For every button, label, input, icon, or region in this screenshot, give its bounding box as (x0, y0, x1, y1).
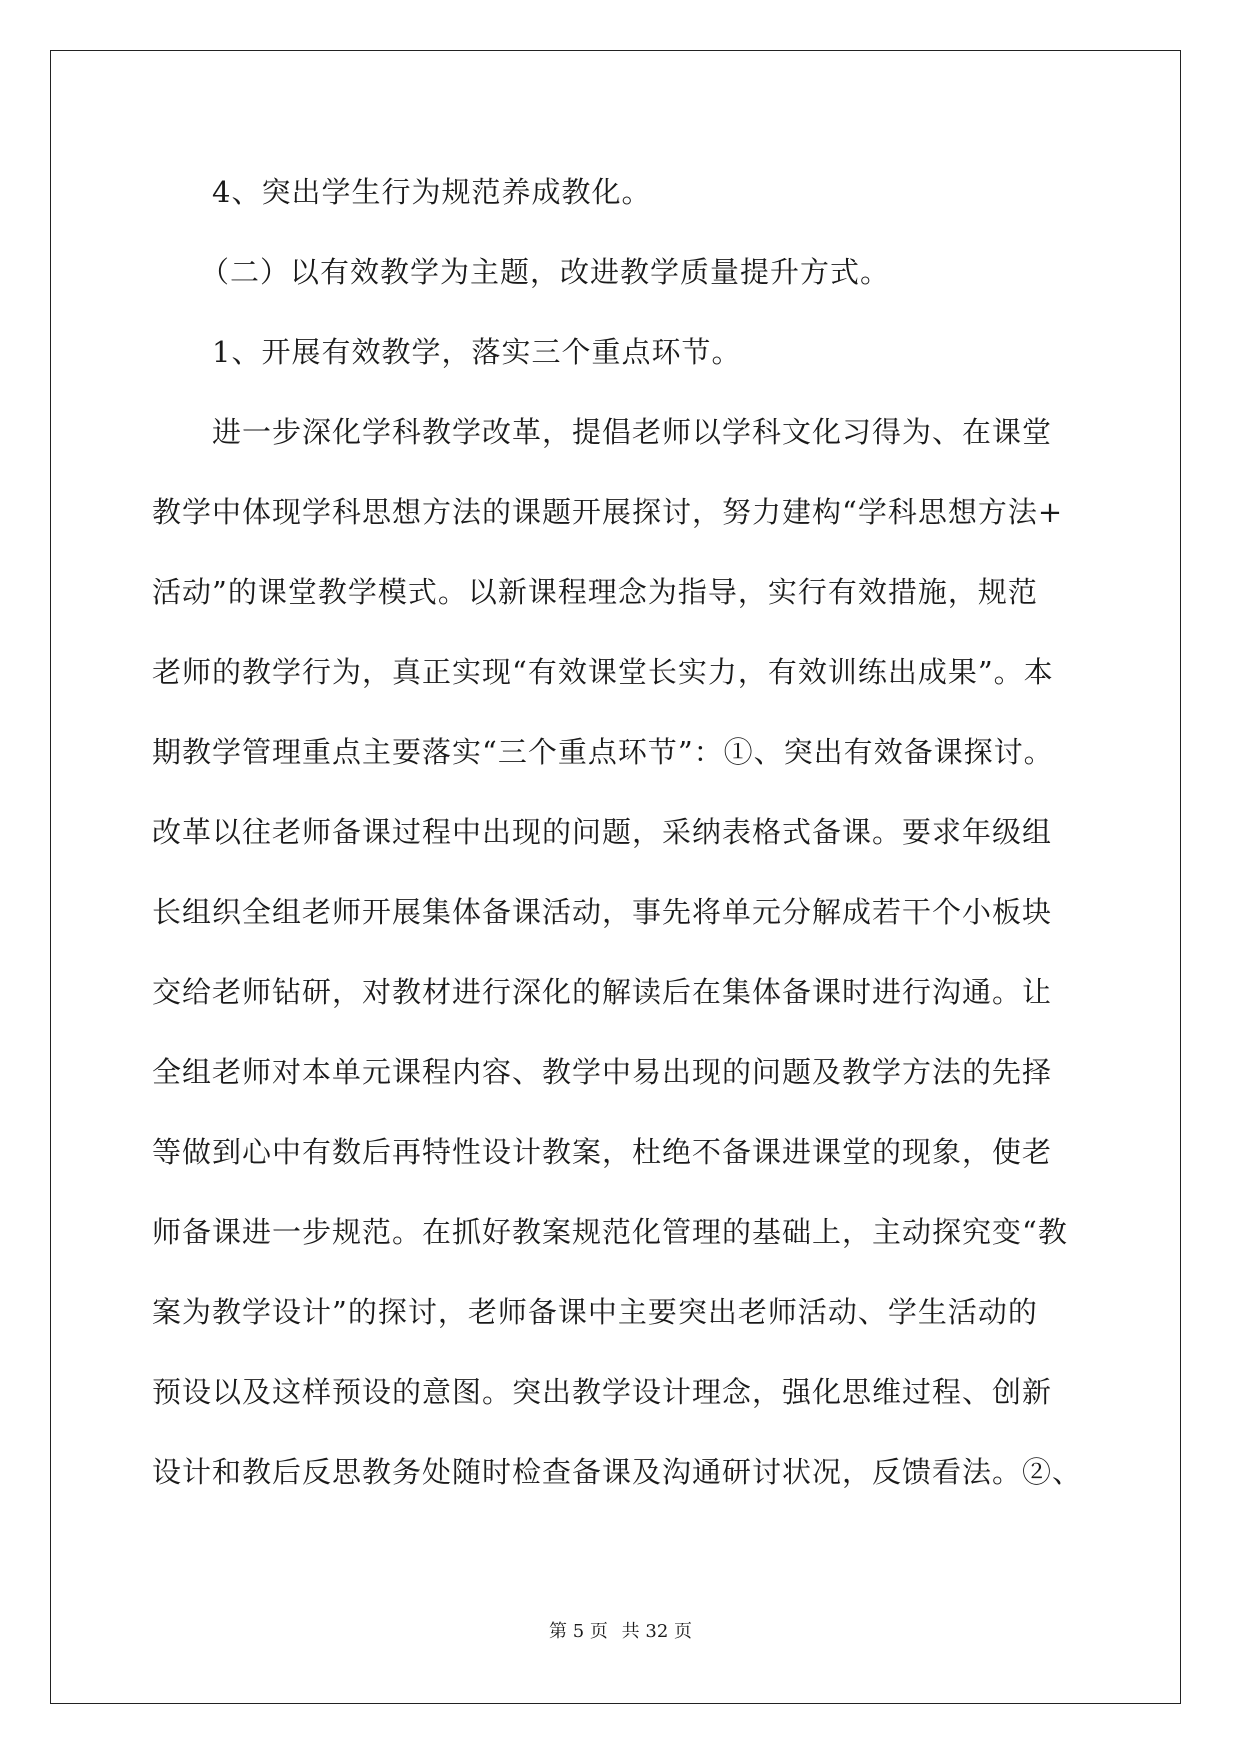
text-line: 预设以及这样预设的意图。突出教学设计理念，强化思维过程、创新 (152, 1375, 1053, 1409)
text-line: 案为教学设计”的探讨，老师备课中主要突出老师活动、学生活动的 (152, 1295, 1038, 1329)
text-line: （二）以有效教学为主题，改进教学质量提升方式。 (200, 255, 891, 289)
text-line: 师备课进一步规范。在抓好教案规范化管理的基础上，主动探究变“教 (152, 1215, 1068, 1249)
text-line: 老师的教学行为，真正实现“有效课堂长实力，有效训练出成果”。本 (152, 655, 1054, 689)
text-line: 活动”的课堂教学模式。以新课程理念为指导，实行有效措施，规范 (152, 575, 1038, 609)
text-line: 教学中体现学科思想方法的课题开展探讨，努力建构“学科思想方法+ (152, 495, 1064, 529)
text-line: 交给老师钻研，对教材进行深化的解读后在集体备课时进行沟通。让 (152, 975, 1053, 1009)
text-line: 改革以往老师备课过程中出现的问题，采纳表格式备课。要求年级组 (152, 815, 1053, 849)
text-line: 设计和教后反思教务处随时检查备课及沟通研讨状况，反馈看法。②、 (152, 1455, 1083, 1489)
page-total: 共 32 页 (621, 1621, 692, 1642)
text-line: 1、开展有效教学，落实三个重点环节。 (212, 335, 742, 369)
page-number: 第 5 页 (549, 1621, 608, 1642)
text-line: 长组织全组老师开展集体备课活动，事先将单元分解成若干个小板块 (152, 895, 1053, 929)
page-footer (0, 1620, 1241, 1644)
text-line: 全组老师对本单元课程内容、教学中易出现的问题及教学方法的先择 (152, 1055, 1053, 1089)
text-line: 4、突出学生行为规范养成教化。 (212, 175, 652, 209)
text-line: 进一步深化学科教学改革，提倡老师以学科文化习得为、在课堂 (212, 415, 1053, 449)
text-line: 期教学管理重点主要落实“三个重点环节”：①、突出有效备课探讨。 (152, 735, 1054, 769)
text-line: 等做到心中有数后再特性设计教案，杜绝不备课进课堂的现象，使老 (152, 1135, 1053, 1169)
